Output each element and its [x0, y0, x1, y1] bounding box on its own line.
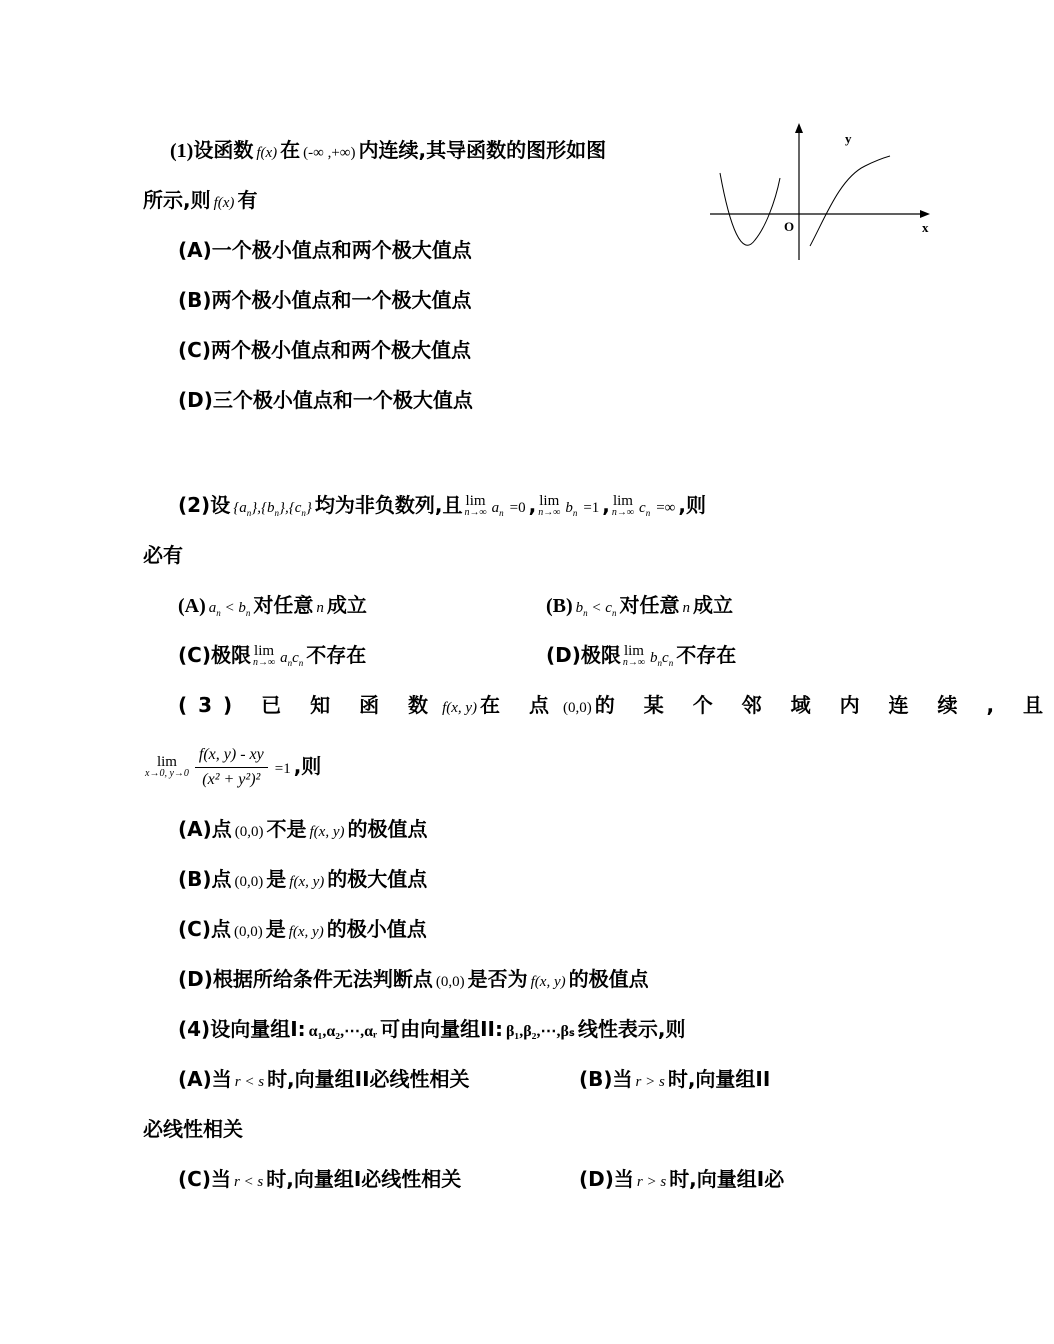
curve-left	[720, 173, 780, 245]
x-axis-arrow	[920, 210, 930, 218]
q1-option-a: (A)一个极小值点和两个极大值点	[178, 238, 472, 262]
q1-option-d: (D)三个极小值点和一个极大值点	[178, 388, 473, 412]
vector-group-2: β₁,β₂,⋯,βₛ	[505, 1023, 575, 1040]
q4-option-d: (D)当 r > s 时,向量组I必	[579, 1167, 785, 1191]
q2-option-a: (A) $a_n < b_n$ 对任意 n 成立	[178, 593, 367, 618]
math-fx: f(x)	[213, 195, 235, 211]
lim-c: lim n→∞	[611, 492, 635, 518]
q3-option-a: (A)点 (0,0) 不是 f(x, y) 的极值点	[178, 817, 428, 841]
y-axis-arrow	[795, 123, 803, 133]
q3-option-b: (B)点 (0,0) 是 f(x, y) 的极大值点	[178, 867, 428, 891]
math-point: (0,0)	[563, 700, 592, 716]
y-axis-label: y	[845, 131, 852, 146]
q4-option-b: (B)当 r > s 时,向量组II	[579, 1067, 771, 1091]
q3-stem-line2: lim x→0, y→0 $\frac{f(x, y) - xy}{\text{(x² + y²)²}}$ =1 ,则	[145, 746, 322, 788]
q1-option-c: (C)两个极小值点和两个极大值点	[178, 338, 471, 362]
math-fx: f(x)	[256, 145, 278, 161]
q1-stem-line2: 所示,则 f(x) 有	[143, 188, 258, 212]
q2-option-d: (D)极限 lim n→∞ $b_nc_n$ 不存在	[546, 642, 737, 668]
q4-option-a: (A)当 r < s 时,向量组II必线性相关	[178, 1067, 470, 1091]
lim-b: lim n→∞	[538, 492, 561, 518]
q2-stem-line2: 必有	[143, 543, 183, 567]
q3-stem-line1: (3) 已 知 函 数 f(x, y) 在 点 (0,0) 的 某 个 邻 域 内 连 续 , 且	[178, 693, 1054, 717]
origin-label: O	[784, 219, 795, 234]
math-interval: (-∞ ,+∞)	[303, 145, 356, 161]
math-fxy: f(x, y)	[442, 700, 478, 716]
q4-option-b-cont: 必线性相关	[143, 1117, 243, 1141]
math-sequences: $\{a_n\},\{b_n\},\{c_n\}$	[233, 500, 312, 518]
q4-stem: (4)设向量组I: α₁,α₂,⋯,αᵣ 可由向量组II: β₁,β₂,⋯,βₛ 线性表示,则	[178, 1017, 686, 1041]
q4-option-c: (C)当 r < s 时,向量组I必线性相关	[178, 1167, 462, 1191]
q2-option-b: (B) $b_n < c_n$ 对任意 n 成立	[546, 593, 733, 618]
curve-right	[810, 156, 890, 246]
q1-option-b: (B)两个极小值点和一个极大值点	[178, 288, 472, 312]
q1-stem-line1: (1)设函数 f(x) 在 (-∞ ,+∞) 内连续,其导函数的图形如图	[170, 138, 607, 162]
derivative-graph	[700, 118, 940, 268]
q2-option-c: (C)极限 lim n→∞ $a_nc_n$ 不存在	[178, 642, 367, 668]
q3-option-d: (D)根据所给条件无法判断点 (0,0) 是否为 f(x, y) 的极值点	[178, 967, 649, 991]
lim-xy: lim x→0, y→0	[145, 753, 189, 779]
vector-group-1: α₁,α₂,⋯,αᵣ	[308, 1023, 378, 1040]
lim-a: lim n→∞	[464, 492, 487, 518]
q3-option-c: (C)点 (0,0) 是 f(x, y) 的极小值点	[178, 917, 427, 941]
q2-stem-line1: (2)设 $\{a_n\},\{b_n\},\{c_n\}$ 均为非负数列,且 lim n→∞ $a_n =0$ , lim n→∞ $b_n =1$ , lim n→∞ $c_n$ =∞ ,则	[178, 492, 706, 518]
fraction: $\frac{f(x, y) - xy}{\text{(x² + y²)²}}$	[195, 745, 268, 790]
x-axis-label: x	[922, 220, 929, 235]
